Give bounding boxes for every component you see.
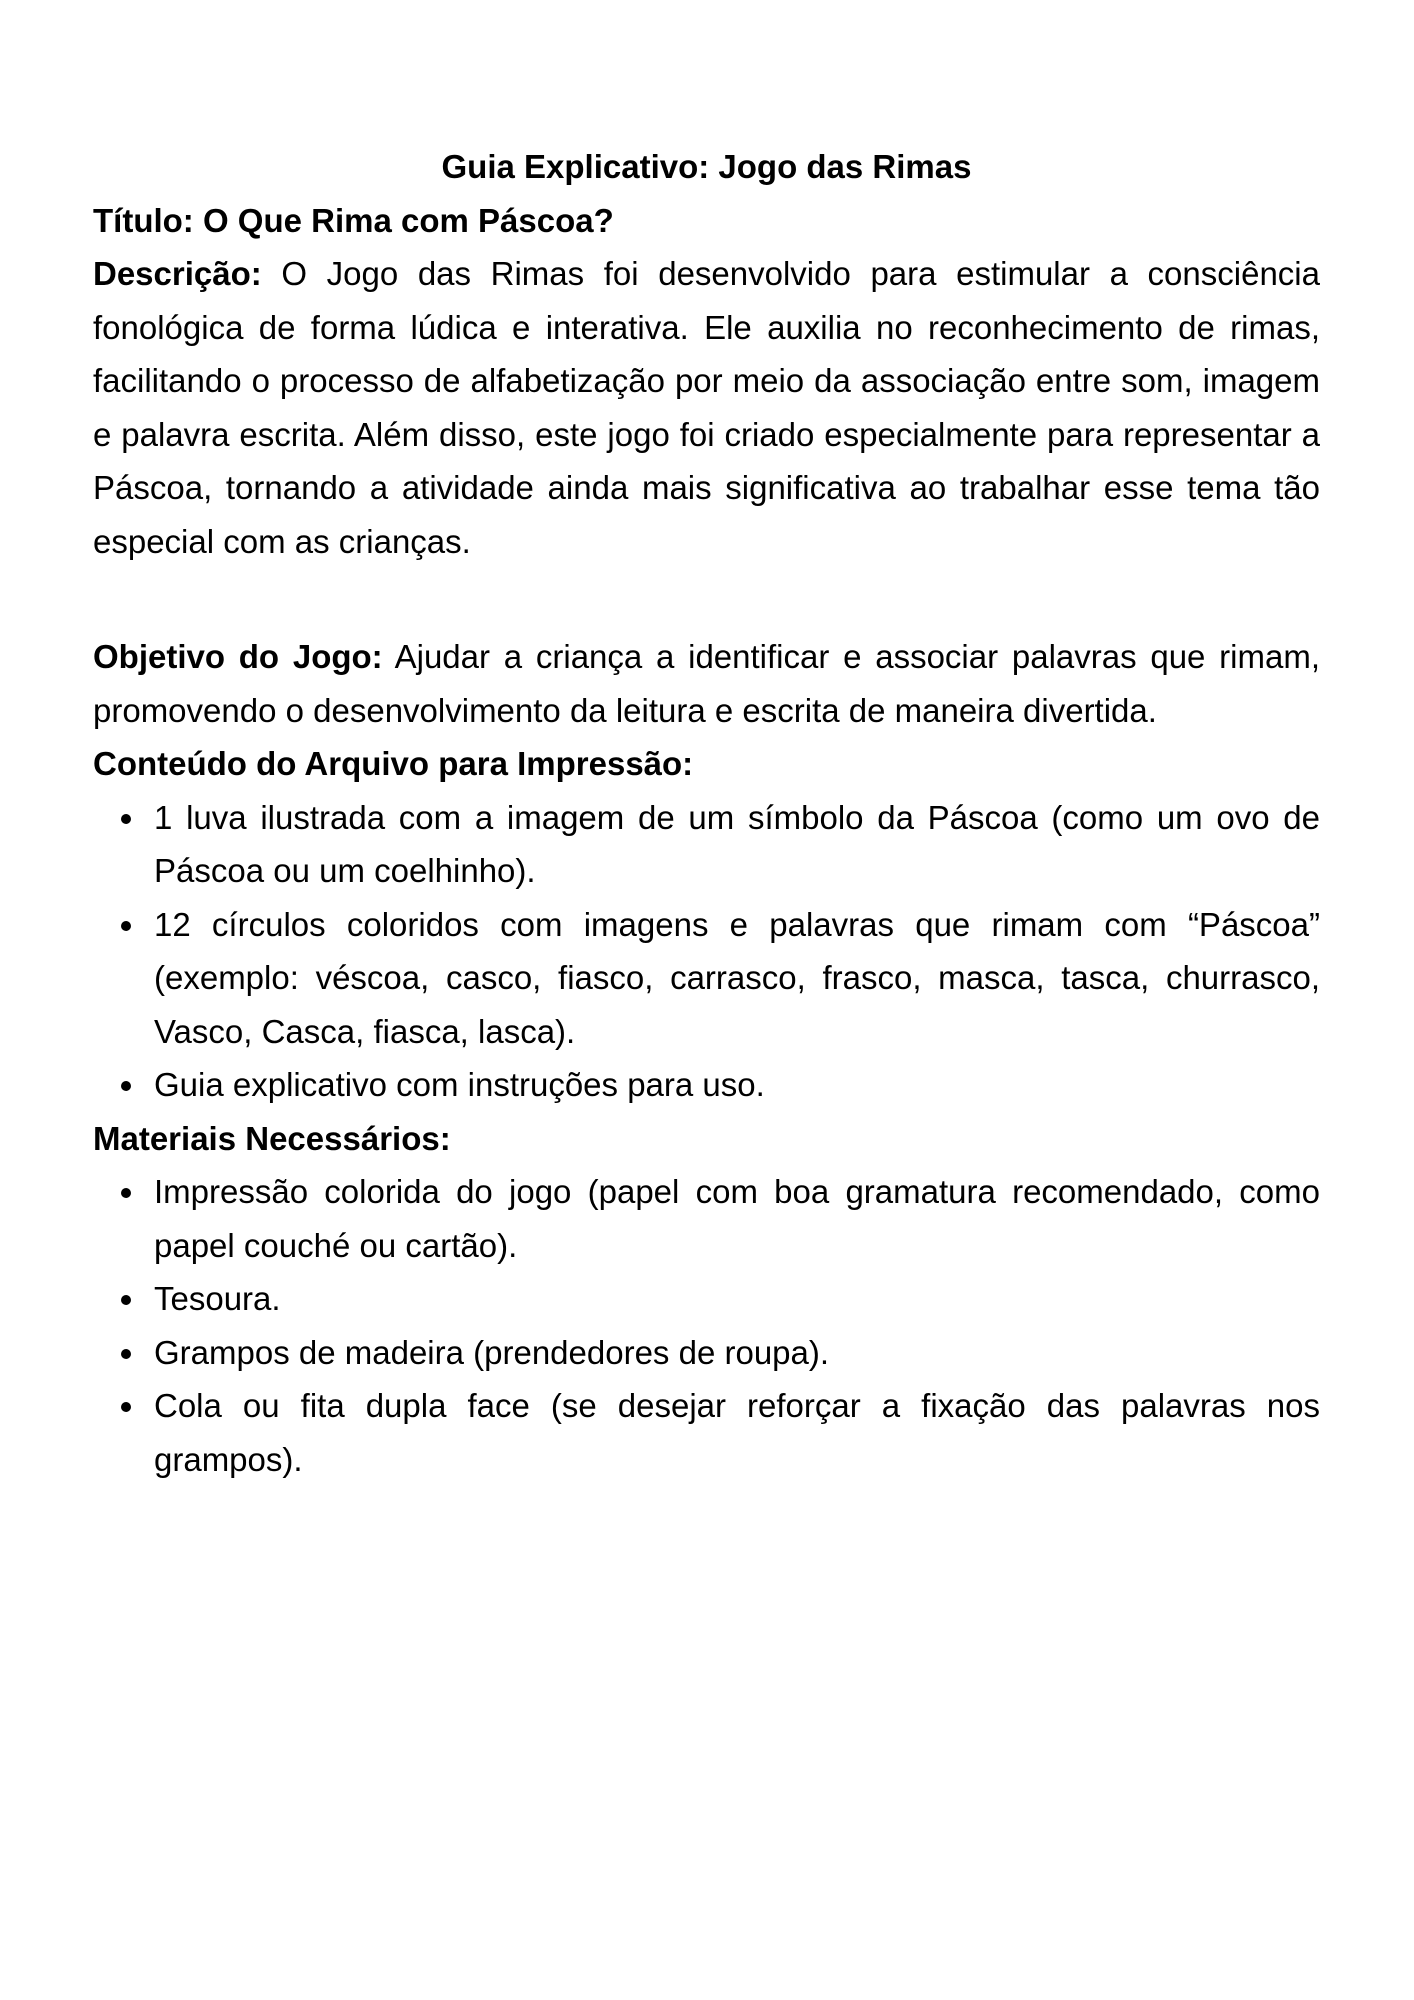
- materials-heading: Materiais Necessários:: [93, 1119, 451, 1157]
- game-title-label: Título:: [93, 201, 194, 239]
- list-item: • 12 círculos coloridos com imagens e palavras que rimam com “Páscoa” (exemplo: véscoa, casco, fiasco, carrasco, frasco, masca, tasca, churrasco, Vasco, Casca, fiasca, lasca).: [148, 898, 1320, 1059]
- list-item: • 1 luva ilustrada com a imagem de um símbolo da Páscoa (como um ovo de Páscoa ou um coelhinho).: [148, 791, 1320, 898]
- objective-label: Objetivo do Jogo:: [93, 638, 383, 675]
- objective-text: Ajudar a criança a identificar e associar palavras que rimam, promovendo o desenvolvimento da leitura e escrita de maneira divertida.: [93, 638, 1320, 729]
- materials-list: [93, 1165, 1320, 1486]
- list-item: • Guia explicativo com instruções para uso.: [148, 1058, 1320, 1112]
- contents-list: [93, 791, 1320, 1112]
- list-item: • Grampos de madeira (prendedores de roupa).: [148, 1326, 1320, 1380]
- list-item: • Tesoura.: [148, 1272, 1320, 1326]
- description-label: Descrição:: [93, 255, 262, 292]
- document-title: Guia Explicativo: Jogo das Rimas: [441, 148, 972, 185]
- objective-paragraph: [93, 630, 1320, 737]
- game-title-text: O Que Rima com Páscoa?: [202, 201, 614, 239]
- description-text: O Jogo das Rimas foi desenvolvido para estimular a consciência fonológica de forma lúdica e interativa. Ele auxilia no reconhecimento de rimas, facilitando o processo de alfabetização por meio da associação entre som, imagem e palavra escrita. Além disso, este jogo foi criado especialmente para representar a Páscoa, tornando a atividade ainda mais significativa ao trabalhar esse tema tão especial com as crianças.: [93, 255, 1320, 560]
- description-paragraph: [93, 247, 1320, 568]
- game-title-line: [93, 194, 1320, 248]
- list-item: • Impressão colorida do jogo (papel com boa gramatura recomendado, como papel couché ou cartão).: [148, 1165, 1320, 1272]
- list-item: • Cola ou fita dupla face (se desejar reforçar a fixação das palavras nos grampos).: [148, 1379, 1320, 1486]
- contents-heading: Conteúdo do Arquivo para Impressão:: [93, 745, 694, 782]
